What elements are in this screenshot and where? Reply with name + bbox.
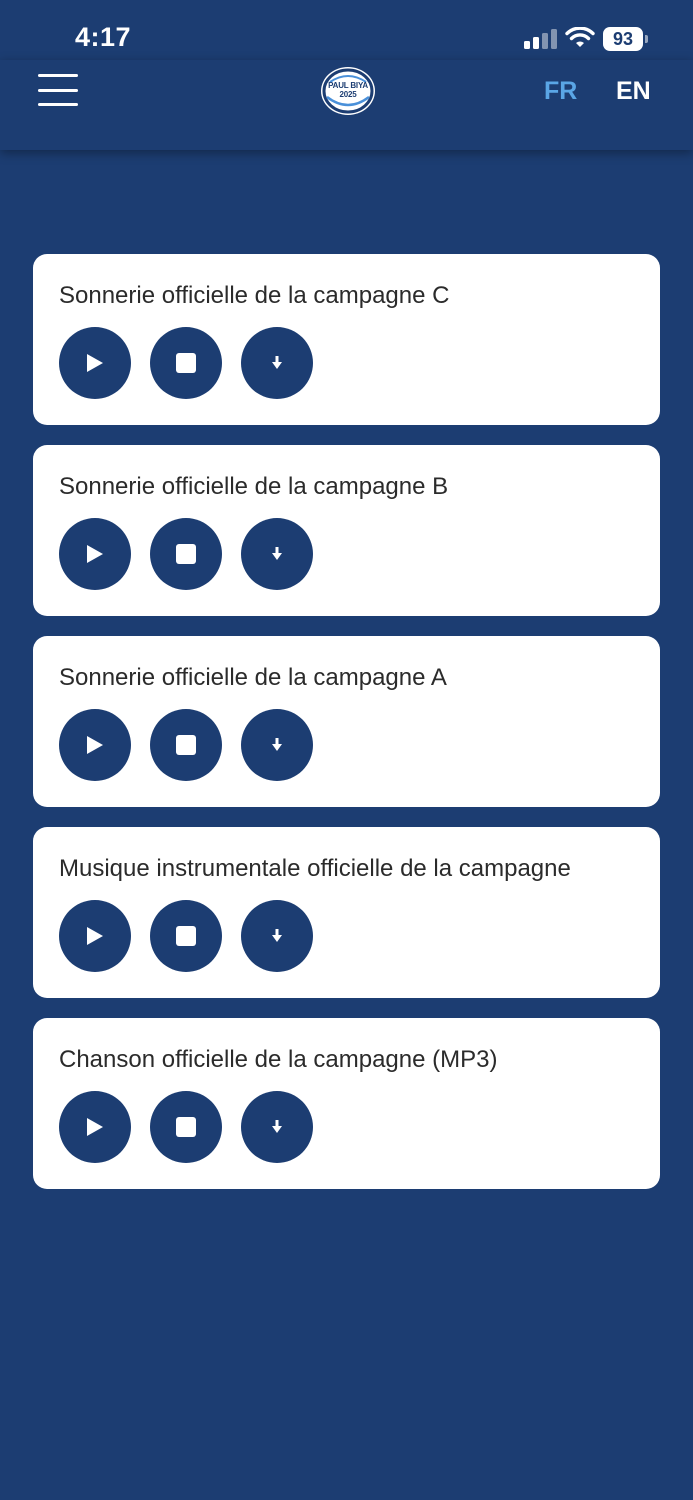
download-button[interactable] <box>241 1091 313 1163</box>
hamburger-line <box>38 89 78 92</box>
stop-icon <box>150 900 222 972</box>
stop-icon <box>150 709 222 781</box>
play-icon <box>59 327 131 399</box>
language-en-button[interactable]: EN <box>616 77 651 105</box>
track-title: Sonnerie officielle de la campagne A <box>59 664 447 691</box>
stop-button[interactable] <box>150 518 222 590</box>
track-card <box>33 827 660 998</box>
campaign-logo[interactable] <box>321 67 375 115</box>
play-icon <box>59 518 131 590</box>
battery-level: 93 <box>603 27 643 51</box>
track-card <box>33 445 660 616</box>
app-header <box>0 60 693 150</box>
language-fr-button[interactable]: FR <box>544 77 578 105</box>
stop-button[interactable] <box>150 327 222 399</box>
battery-tip <box>645 35 648 43</box>
track-card <box>33 1018 660 1189</box>
download-icon <box>241 709 313 781</box>
stop-icon <box>150 1091 222 1163</box>
track-controls <box>59 709 634 781</box>
stop-button[interactable] <box>150 1091 222 1163</box>
hamburger-menu-button[interactable] <box>38 74 80 108</box>
stop-button[interactable] <box>150 709 222 781</box>
wifi-icon <box>565 27 595 49</box>
stop-button[interactable] <box>150 900 222 972</box>
play-button[interactable] <box>59 1091 131 1163</box>
stop-icon <box>150 518 222 590</box>
track-card <box>33 254 660 425</box>
hamburger-line <box>38 103 78 106</box>
track-title: Musique instrumentale officielle de la campagne <box>59 855 571 882</box>
download-button[interactable] <box>241 327 313 399</box>
download-button[interactable] <box>241 709 313 781</box>
stop-icon <box>150 327 222 399</box>
status-bar <box>0 0 693 60</box>
track-controls <box>59 1091 634 1163</box>
play-button[interactable] <box>59 709 131 781</box>
download-icon <box>241 900 313 972</box>
track-list <box>33 254 660 1209</box>
download-icon <box>241 1091 313 1163</box>
download-icon <box>241 327 313 399</box>
download-button[interactable] <box>241 518 313 590</box>
track-title: Sonnerie officielle de la campagne B <box>59 473 449 500</box>
download-icon <box>241 518 313 590</box>
play-button[interactable] <box>59 327 131 399</box>
download-button[interactable] <box>241 900 313 972</box>
track-controls <box>59 518 634 590</box>
track-controls <box>59 327 634 399</box>
track-controls <box>59 900 634 972</box>
hamburger-menu-icon <box>38 74 78 77</box>
track-title: Sonnerie officielle de la campagne C <box>59 282 450 309</box>
play-icon <box>59 900 131 972</box>
play-icon <box>59 1091 131 1163</box>
cellular-signal-icon <box>524 28 558 50</box>
play-icon <box>59 709 131 781</box>
play-button[interactable] <box>59 900 131 972</box>
track-title: Chanson officielle de la campagne (MP3) <box>59 1046 498 1073</box>
battery-icon <box>603 27 649 51</box>
logo-text: PAUL BIYA 2025 <box>328 81 368 99</box>
play-button[interactable] <box>59 518 131 590</box>
status-time: 4:17 <box>75 22 132 52</box>
track-card <box>33 636 660 807</box>
